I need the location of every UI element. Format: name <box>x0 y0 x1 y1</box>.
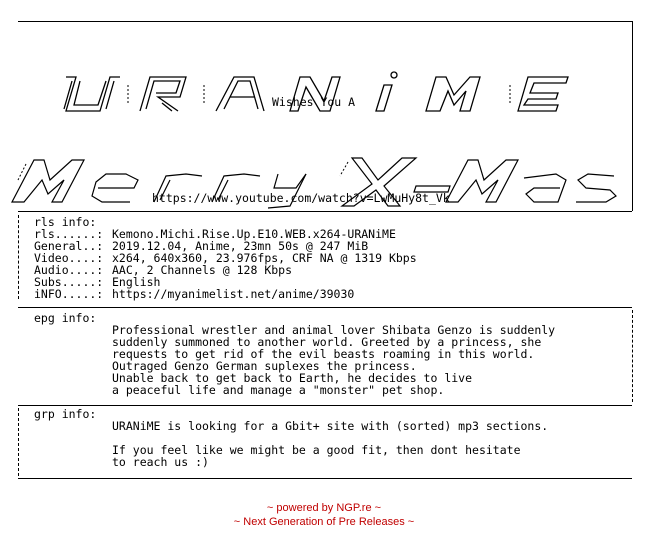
rls-section-label: rls info: <box>34 215 97 229</box>
info-row-value[interactable]: https://myanimelist.net/anime/39030 <box>112 287 355 301</box>
epg-line: Professional wrestler and animal lover Shibata Genzo is suddenly <box>112 323 556 337</box>
subs-row-label: Subs.....: <box>34 275 104 289</box>
epg-line: requests to get rid of the evil beasts roaming in this world. <box>112 347 535 361</box>
epg-line: a peaceful life and manage a "monster" pet shop. <box>112 383 445 397</box>
merry-xmas-ascii-art <box>6 112 626 231</box>
rls-row-label: rls......: <box>34 227 104 241</box>
video-url-link[interactable]: https://www.youtube.com/watch?v=LwMuHy8t_Vk <box>152 191 450 205</box>
epg-section-label: epg info: <box>34 311 97 325</box>
rls-row-value: Kemono.Michi.Rise.Up.E10.WEB.x264-URANiME <box>112 227 396 241</box>
info-row-label: iNFO.....: <box>34 287 104 301</box>
wishes-line: Wishes You A <box>272 95 356 109</box>
general-row-label: General..: <box>34 239 104 253</box>
grp-line: If you feel like we might be a good fit, then dont hesitate <box>112 443 521 457</box>
epg-bottom-border <box>18 405 632 406</box>
epg-line: Unable back to get back to Earth, he decides to live <box>112 371 473 385</box>
rls-left-border <box>18 215 19 299</box>
epg-line: suddenly summoned to another world. Greeted by a princess, she <box>112 335 542 349</box>
grp-line: to reach us :) <box>112 455 209 469</box>
audio-row-value: AAC, 2 Channels @ 128 Kbps <box>112 263 293 277</box>
subs-row-value: English <box>112 275 161 289</box>
grp-section-label: grp info: <box>34 407 97 421</box>
epg-line: Outraged Genzo German suplexes the princess. <box>112 359 417 373</box>
grp-line: URANiME is looking for a Gbit+ site with (sorted) mp3 sections. <box>112 419 549 433</box>
header-bottom-border <box>18 211 632 212</box>
footer-powered-by: ~ powered by NGP.re ~ <box>266 502 382 514</box>
rls-bottom-border <box>18 307 632 308</box>
grp-left-border <box>18 408 19 476</box>
video-row-label: Video....: <box>34 251 104 265</box>
audio-row-label: Audio....: <box>34 263 104 277</box>
footer-tagline: ~ Next Generation of Pre Releases ~ <box>233 516 415 528</box>
right-border-top <box>632 21 633 211</box>
video-row-value: x264, 640x360, 23.976fps, CRF NA @ 1319 Kbps <box>112 251 417 265</box>
top-border <box>18 21 632 22</box>
grp-bottom-border <box>18 478 632 479</box>
epg-right-border <box>632 310 633 402</box>
general-row-value: 2019.12.04, Anime, 23mn 50s @ 247 MiB <box>112 239 369 253</box>
